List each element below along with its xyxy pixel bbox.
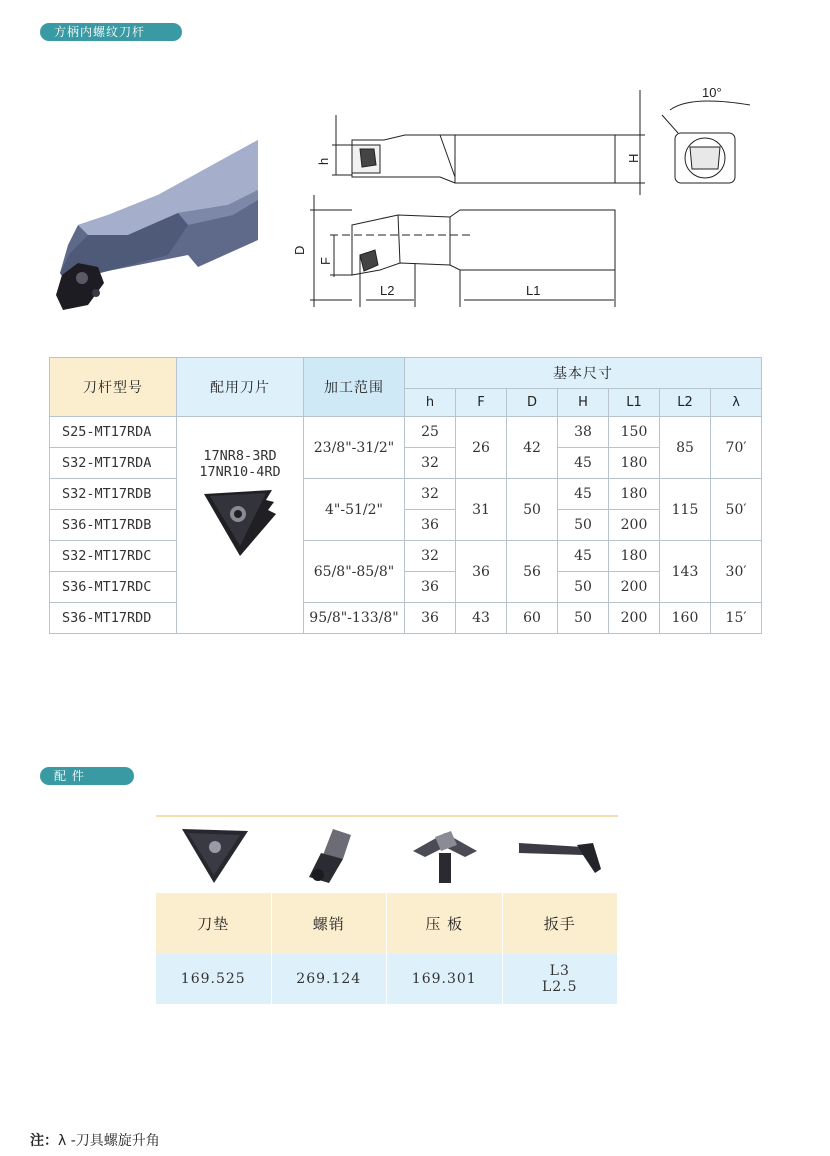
- accessories-images: [156, 815, 618, 893]
- cell-D: 42: [507, 417, 558, 479]
- cell-h: 36: [405, 603, 456, 634]
- cell-model: S32-MT17RDA: [50, 448, 177, 479]
- accessory-code: 169.525: [156, 954, 272, 1004]
- toolholder-technical-drawing: [290, 85, 760, 315]
- cell-range: 4"-51/2": [304, 479, 405, 541]
- accessory-name: 螺销: [272, 893, 388, 954]
- cell-F: 43: [456, 603, 507, 634]
- accessory-code: 269.124: [272, 954, 388, 1004]
- cell-model: S25-MT17RDA: [50, 417, 177, 448]
- section-title-tag: 方柄内螺纹刀杆: [40, 23, 182, 41]
- angle-label: 10°: [702, 85, 722, 100]
- cell-L1: 200: [609, 603, 660, 634]
- insert-detail-top: [360, 149, 376, 167]
- header-L2: L2: [660, 389, 711, 417]
- cell-h: 25: [405, 417, 456, 448]
- cell-D: 56: [507, 541, 558, 603]
- cell-h: 32: [405, 479, 456, 510]
- threading-insert-image: [200, 486, 280, 558]
- cell-H: 45: [558, 448, 609, 479]
- accessory-name: 刀垫: [156, 893, 272, 954]
- cell-h: 36: [405, 510, 456, 541]
- header-basic-dimensions: 基本尺寸: [405, 358, 762, 389]
- header-model: 刀杆型号: [50, 358, 177, 417]
- cell-model: S36-MT17RDD: [50, 603, 177, 634]
- cell-L1: 150: [609, 417, 660, 448]
- spec-table: [49, 357, 762, 634]
- cell-F: 36: [456, 541, 507, 603]
- cell-L2: 160: [660, 603, 711, 634]
- cell-L1: 180: [609, 479, 660, 510]
- section-title-tag: 配 件: [40, 767, 134, 785]
- cell-range: 23/8"-31/2": [304, 417, 405, 479]
- cell-H: 45: [558, 479, 609, 510]
- header-H: H: [558, 389, 609, 417]
- cell-L2: 115: [660, 479, 711, 541]
- header-L1: L1: [609, 389, 660, 417]
- header-D: D: [507, 389, 558, 417]
- dim-L2-label: L2: [380, 283, 395, 298]
- footnote-text: λ -刀具螺旋升角: [58, 1133, 160, 1149]
- cell-range: 95/8"-133/8": [304, 603, 405, 634]
- cell-D: 50: [507, 479, 558, 541]
- footnote-label: 注：: [30, 1133, 58, 1149]
- cell-H: 50: [558, 510, 609, 541]
- cell-model: S32-MT17RDB: [50, 479, 177, 510]
- toolholder-3d-image: [48, 135, 268, 315]
- accessory-code: L3 L2.5: [503, 954, 619, 1004]
- dim-D-label: D: [292, 245, 307, 255]
- footnote: [30, 1130, 160, 1150]
- header-F: F: [456, 389, 507, 417]
- cell-L1: 180: [609, 541, 660, 572]
- cell-F: 26: [456, 417, 507, 479]
- header-h: h: [405, 389, 456, 417]
- insert-code: 17NR10-4RD: [199, 464, 281, 480]
- dim-L1-label: L1: [526, 283, 541, 298]
- cell-L2: 143: [660, 541, 711, 603]
- header-insert: 配用刀片: [177, 358, 304, 417]
- header-range: 加工范围: [304, 358, 405, 417]
- cell-h: 32: [405, 541, 456, 572]
- cell-D: 60: [507, 603, 558, 634]
- cell-model: S36-MT17RDC: [50, 572, 177, 603]
- cell-H: 45: [558, 541, 609, 572]
- cell-lambda: 30′: [711, 541, 762, 603]
- accessory-name: 压 板: [387, 893, 503, 954]
- cell-H: 38: [558, 417, 609, 448]
- dim-h-label: h: [316, 157, 331, 165]
- cell-lambda: 70′: [711, 417, 762, 479]
- shim-image: [156, 817, 272, 893]
- cell-model: S32-MT17RDC: [50, 541, 177, 572]
- dim-F-label: F: [318, 257, 333, 265]
- insert-code: 17NR8-3RD: [203, 448, 277, 464]
- cell-h: 36: [405, 572, 456, 603]
- screw-pin-image: [272, 817, 388, 893]
- dim-H-label: H: [626, 153, 641, 163]
- clamp-image: [387, 817, 503, 893]
- cell-range: 65/8"-85/8": [304, 541, 405, 603]
- cell-model: S36-MT17RDB: [50, 510, 177, 541]
- cell-L1: 200: [609, 572, 660, 603]
- cell-lambda: 15′: [711, 603, 762, 634]
- accessories-table: [156, 815, 618, 1004]
- cell-H: 50: [558, 572, 609, 603]
- accessory-name: 扳手: [503, 893, 619, 954]
- accessory-code: 169.301: [387, 954, 503, 1004]
- header-lambda: λ: [711, 389, 762, 417]
- wrench-image: [503, 817, 619, 893]
- cell-L1: 180: [609, 448, 660, 479]
- cell-insert: [177, 417, 304, 634]
- cell-F: 31: [456, 479, 507, 541]
- cell-L1: 200: [609, 510, 660, 541]
- cell-lambda: 50′: [711, 479, 762, 541]
- cell-H: 50: [558, 603, 609, 634]
- cell-L2: 85: [660, 417, 711, 479]
- cell-h: 32: [405, 448, 456, 479]
